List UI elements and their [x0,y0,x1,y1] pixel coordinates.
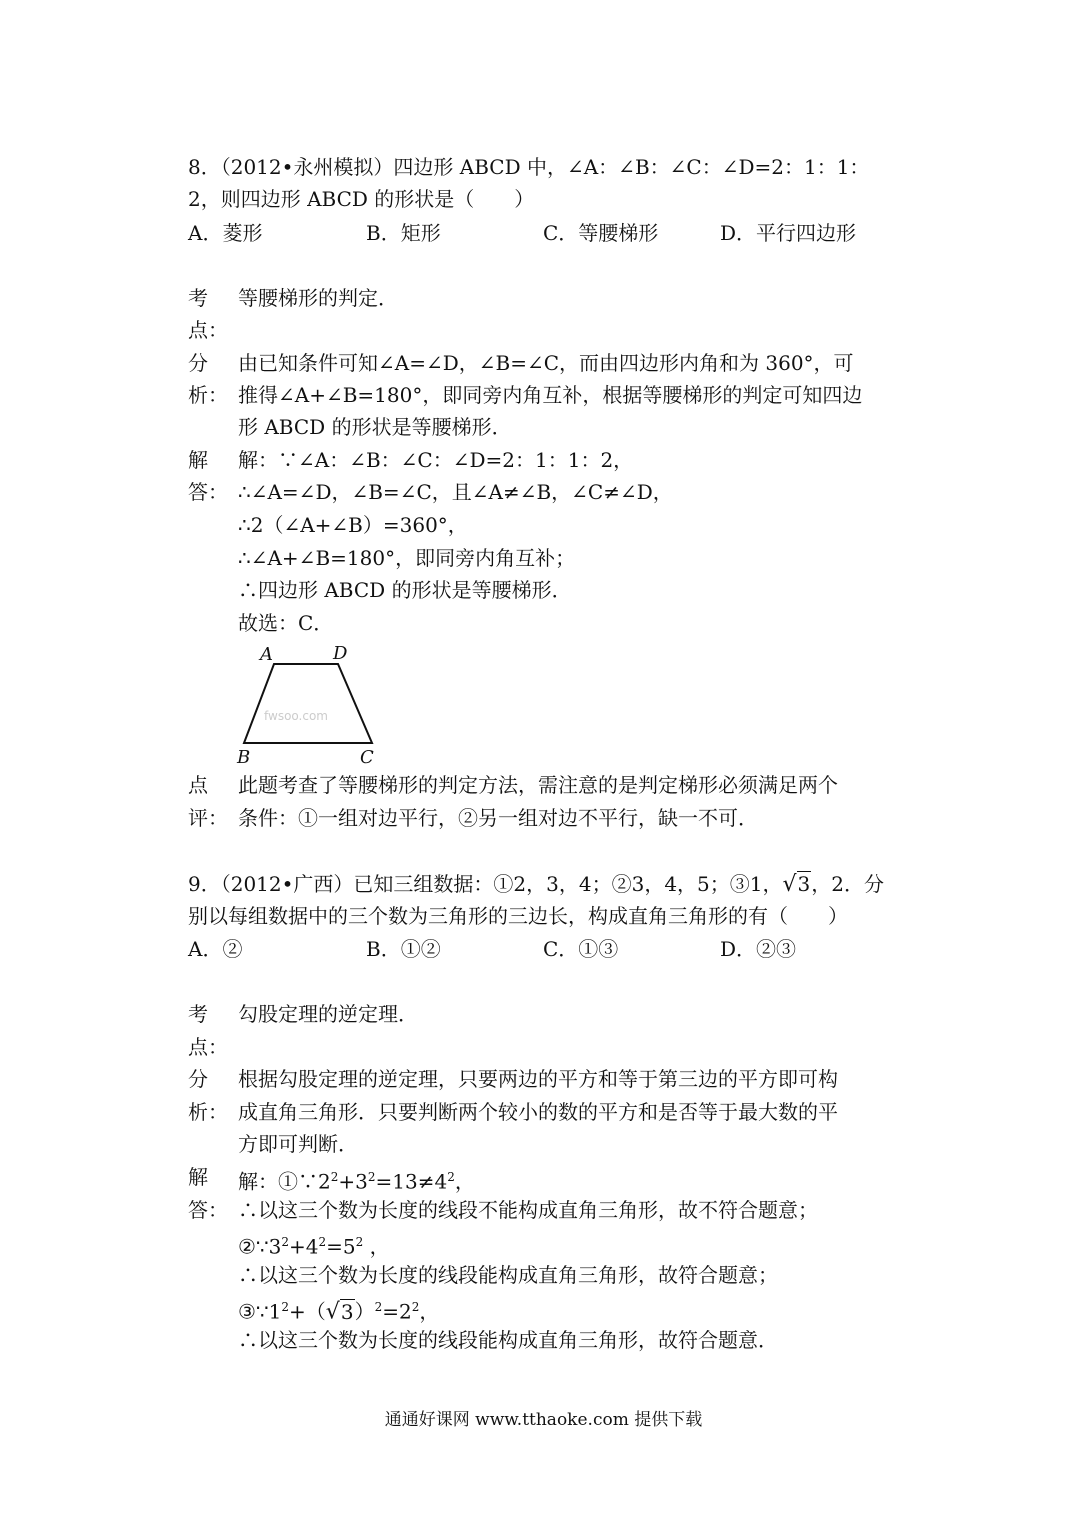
q8-dianping-line1: 此题考查了等腰梯形的判定方法，需注意的是判定梯形必须满足两个 [238,773,838,797]
q9-fenxi-line3: 方即可判断． [238,1132,358,1156]
vertex-label-c: C [360,747,374,768]
q9-kaodian-label-2: 点： [188,1035,228,1059]
q9-jieda-line2: ∴以这三个数为长度的线段不能构成直角三角形，故不符合题意； [238,1198,818,1222]
q9-jieda-line6: ∴以这三个数为长度的线段能构成直角三角形，故符合题意． [238,1328,778,1352]
q8-dianping-label-1: 点 [188,773,208,797]
vertex-label-b: B [237,747,251,768]
q9-kaodian-label-1: 考 [188,1002,208,1026]
sqrt-sign: √ [782,872,797,897]
q9-option-b: B．①② [366,937,441,961]
q8-fenxi-label-1: 分 [188,351,208,375]
q8-fenxi-line1: 由已知条件可知∠A=∠D，∠B=∠C，而由四边形内角和为 360°，可 [238,351,854,375]
figure-watermark: fwsoo.com [264,709,328,723]
q9-fenxi-label-2: 析： [188,1100,228,1124]
q9-fenxi-label-1: 分 [188,1067,208,1091]
q8-fenxi-label-2: 析： [188,383,228,407]
q8-jieda-line4: ∴∠A+∠B=180°，即同旁内角互补； [238,546,576,570]
q8-dianping-label-2: 评： [188,806,228,830]
q8-stem-line2: 2，则四边形 ABCD 的形状是（ ） [188,187,535,211]
q9-jieda-line3: $②\because 3^2+4^2=5^2$ ， [238,1234,390,1259]
q8-kaodian: 等腰梯形的判定． [238,286,398,310]
q8-kaodian-label-2: 点： [188,318,228,342]
q9-stem-pre: 9．（2012•广西）已知三组数据：①2，3，4；②3，4，5；③1， [188,872,783,896]
vertex-label-a: A [260,644,273,665]
q8-fenxi-line3: 形 ABCD 的形状是等腰梯形． [238,415,512,439]
vertex-label-d: D [333,643,348,664]
q8-fenxi-line2: 推得∠A+∠B=180°，即同旁内角互补，根据等腰梯形的判定可知四边 [238,383,863,407]
q9-jieda-line5: $③\because 1^2+(√3)^2=2^2$， [238,1299,440,1325]
q8-option-d: D．平行四边形 [720,221,857,245]
q8-jieda-line6: 故选：C． [238,611,334,635]
q8-jieda-line5: ∴四边形 ABCD 的形状是等腰梯形． [238,578,572,602]
q9-stem-line2: 别以每组数据中的三个数为三角形的三边长，构成直角三角形的有（ ） [188,904,848,928]
q8-jieda-line1: 解：∵∠A：∠B：∠C：∠D=2：1：1：2， [238,448,634,472]
q8-option-a: A．菱形 [188,221,263,245]
q9-kaodian: 勾股定理的逆定理． [238,1002,418,1026]
q8-jieda-line2: ∴∠A=∠D，∠B=∠C，且∠A≠∠B，∠C≠∠D， [238,480,673,504]
page-footer: 通通好课网 www.tthaoke.com 提供下载 [384,1410,703,1430]
q8-dianping-line2: 条件：①一组对边平行，②另一组对边不平行，缺一不可． [238,806,758,830]
q9-jieda-label-1: 解 [188,1165,208,1189]
q8-jieda-label-1: 解 [188,448,208,472]
q9-stem-post: ，2．分 [811,872,884,896]
trapezoid-shape [244,664,372,743]
sqrt-sign: √ [325,1299,340,1325]
q9-option-c: C．①③ [543,937,619,961]
q8-jieda-label-2: 答： [188,480,228,504]
q9-option-a: A．② [188,937,243,961]
q8-option-c: C．等腰梯形 [543,221,659,245]
q9-option-d: D．②③ [720,937,797,961]
q9-stem-radicand: 3 [797,872,811,896]
q8-kaodian-label-1: 考 [188,286,208,310]
q8-jieda-line3: ∴2（∠A+∠B）=360°， [238,513,468,537]
q9-jieda-label-2: 答： [188,1198,228,1222]
q9-stem-line1 [188,871,884,898]
q9-jieda-line1: 解：$①\because 2^2+3^2=13\ne 4^2$， [238,1169,475,1194]
trapezoid-figure [230,640,390,770]
q8-stem-line1: 8．（2012•永州模拟）四边形 ABCD 中，∠A：∠B：∠C：∠D=2：1：1： [188,155,870,179]
q8-option-b: B．矩形 [366,221,441,245]
q9-jieda-line4: ∴以这三个数为长度的线段能构成直角三角形，故符合题意； [238,1263,778,1287]
q9-fenxi-line2: 成直角三角形．只要判断两个较小的数的平方和是否等于最大数的平 [238,1100,838,1124]
q9-fenxi-line1: 根据勾股定理的逆定理，只要两边的平方和等于第三边的平方即可构 [238,1067,838,1091]
